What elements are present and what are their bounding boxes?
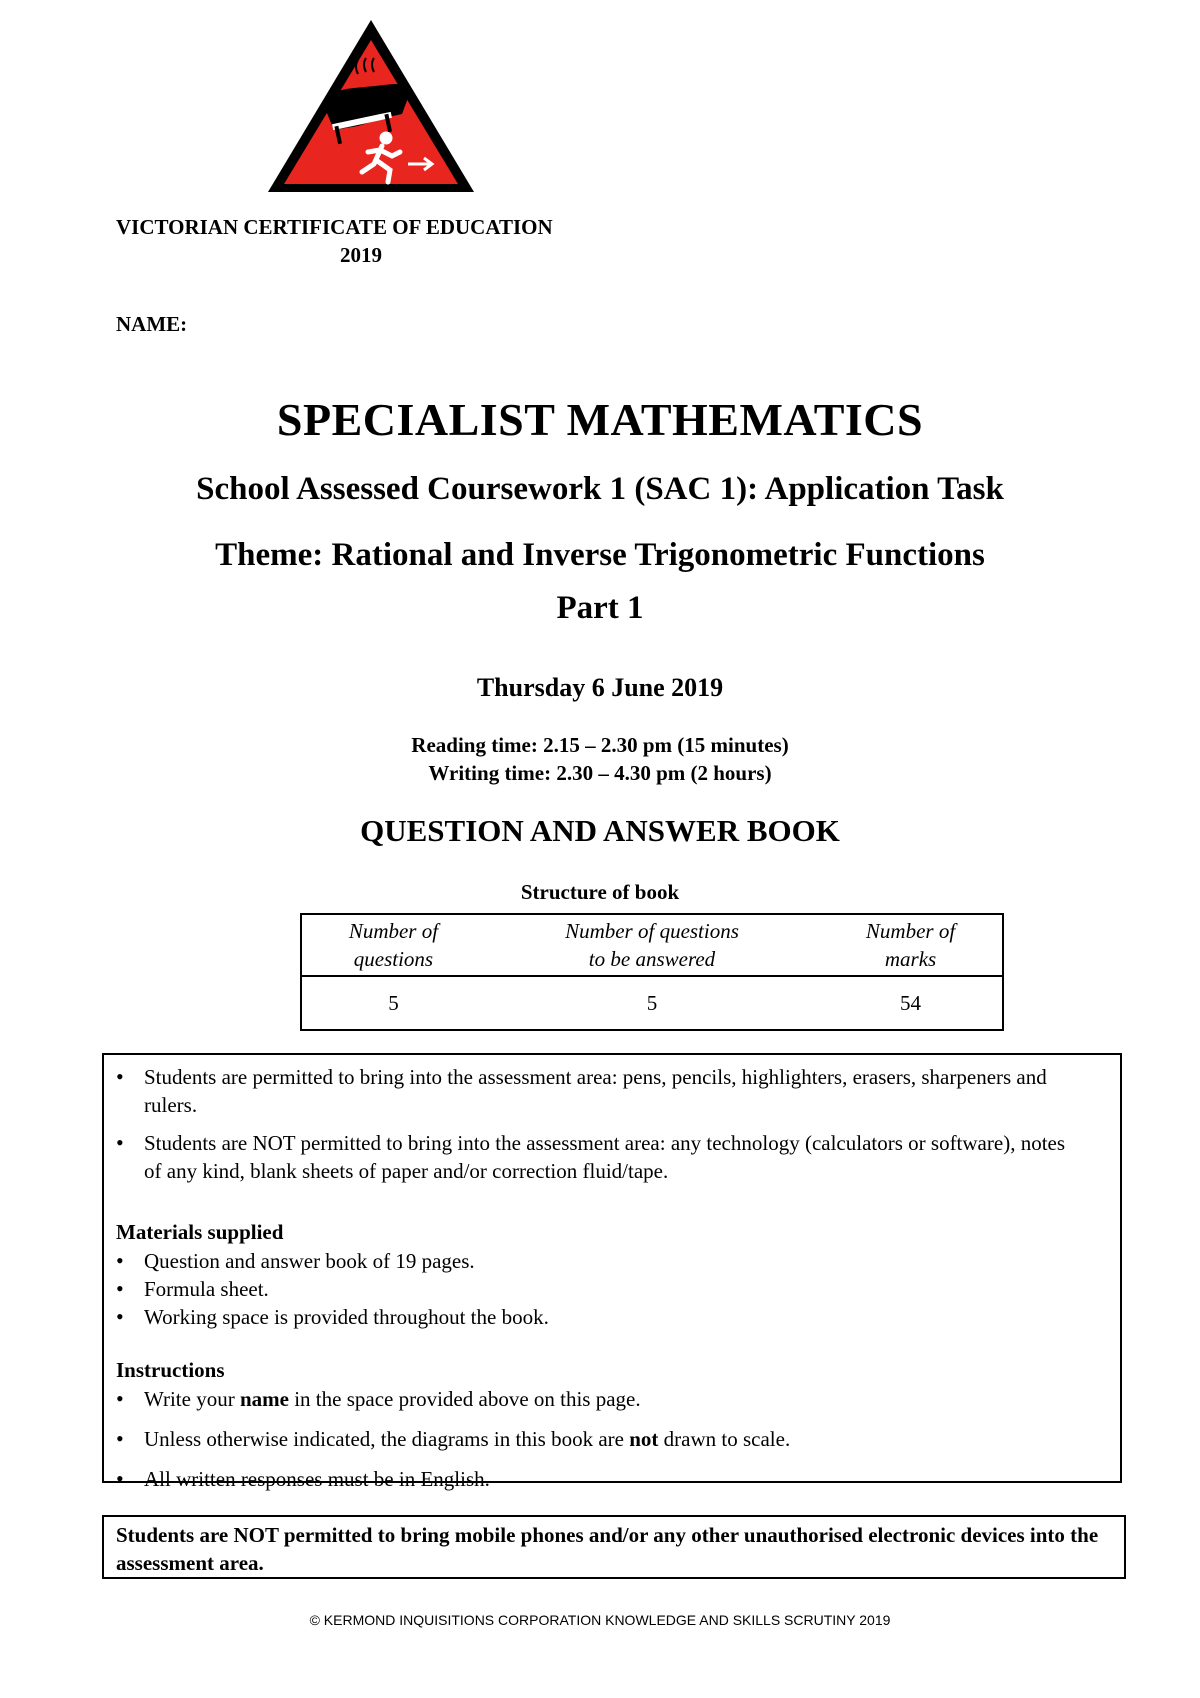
instructions-heading: Instructions — [116, 1358, 225, 1382]
list-item: • Students are NOT permitted to bring into the assessment area: any technology (calculators or software), notes of any kind, blank sheets of paper and/or correction fluid/tape. — [104, 1129, 1120, 1185]
warning-box: Students are NOT permitted to bring mobile phones and/or any other unauthorised electronic devices into the assessment area. — [102, 1515, 1126, 1579]
reading-time: Reading time: 2.15 – 2.30 pm (15 minutes) — [411, 733, 789, 757]
coursework-title: School Assessed Coursework 1 (SAC 1): Application Task — [196, 471, 1004, 507]
table-cell: 5 — [646, 990, 658, 1015]
warning-triangle-logo — [262, 14, 480, 198]
structure-header-row — [301, 914, 1003, 976]
writing-time: Writing time: 2.30 – 4.30 pm (2 hours) — [428, 761, 772, 785]
part-title: Part 1 — [556, 590, 644, 626]
table-cell: 5 — [388, 990, 399, 1015]
structure-value-row — [301, 976, 1003, 1030]
list-item: • Question and answer book of 19 pages. — [104, 1247, 1120, 1275]
list-item: • Write your name in the space provided above on this page. — [104, 1385, 1120, 1413]
column-header: Number of questions to be answered — [485, 914, 819, 976]
structure-caption: Structure of book — [520, 880, 680, 904]
exam-date: Thursday 6 June 2019 — [476, 673, 724, 702]
book-heading: QUESTION AND ANSWER BOOK — [360, 813, 840, 848]
list-item: • Students are permitted to bring into the assessment area: pens, pencils, highlighters, erasers, sharpeners and rulers. — [104, 1063, 1120, 1119]
materials-heading: Materials supplied — [116, 1220, 284, 1244]
certificate-title: VICTORIAN CERTIFICATE OF EDUCATION — [116, 215, 553, 239]
rules-box — [102, 1053, 1122, 1491]
list-item: • Unless otherwise indicated, the diagrams in this book are not drawn to scale. — [104, 1425, 1120, 1453]
certificate-year: 2019 — [340, 243, 382, 267]
list-item: • All written responses must be in English. — [104, 1465, 1120, 1493]
theme-title: Theme: Rational and Inverse Trigonometric Functions — [215, 537, 985, 573]
subject-title: SPECIALIST MATHEMATICS — [276, 394, 924, 445]
structure-table — [300, 913, 1004, 1031]
column-header: Number of marks — [819, 914, 1003, 976]
column-header: Number of questions — [301, 914, 485, 976]
table-cell: 54 — [900, 990, 922, 1015]
list-item: • Working space is provided throughout the book. — [104, 1303, 1120, 1331]
copyright-footer: © KERMOND INQUISITIONS CORPORATION KNOWLEDGE AND SKILLS SCRUTINY 2019 — [309, 1612, 891, 1628]
name-label: NAME: — [116, 312, 188, 336]
list-item: • Formula sheet. — [104, 1275, 1120, 1303]
